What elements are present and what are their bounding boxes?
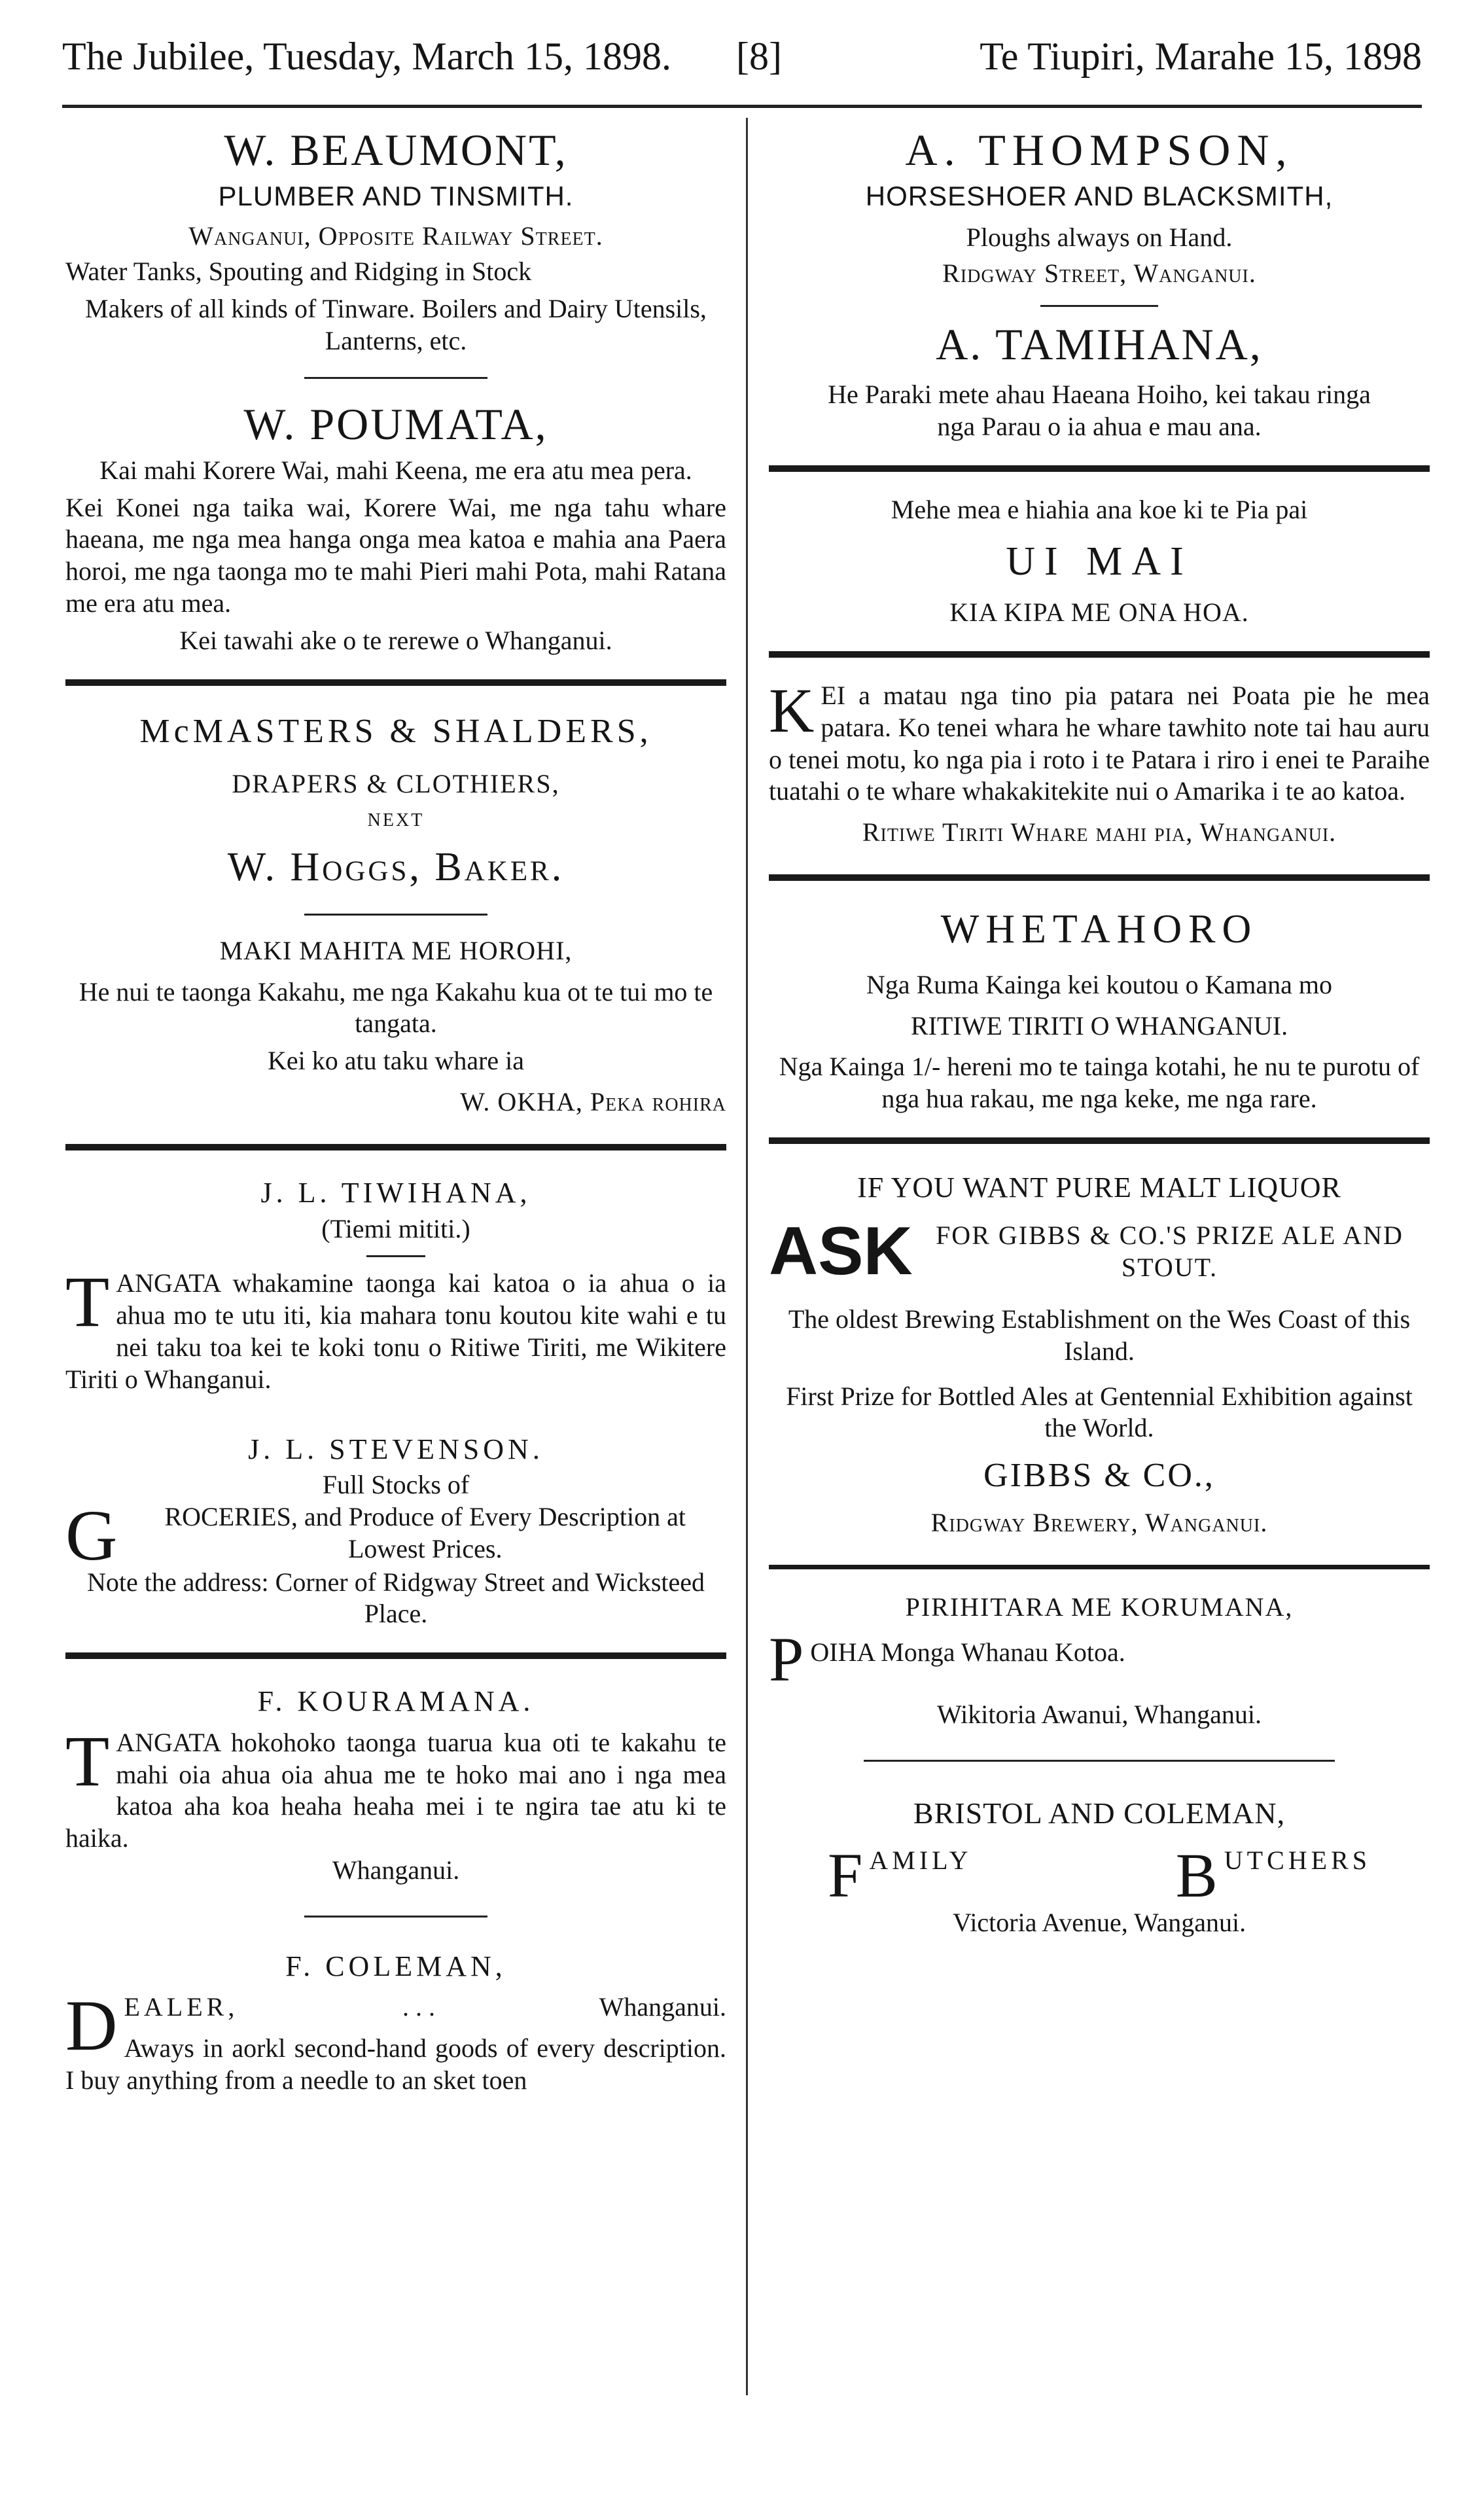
ad-family-butchers: [769, 1840, 1430, 1910]
ad-kouramana: [65, 1681, 726, 1887]
ad-line: Wikitoria Awanui, Whanganui.: [936, 1700, 1262, 1730]
page-number: [8]: [736, 35, 782, 78]
ad-title: PIRIHITARA ME KORUMANA,: [905, 1592, 1294, 1622]
ad-subtitle: MAKI MAHITA ME HOROHI,: [219, 935, 573, 965]
ad-bristol: [769, 1791, 1430, 1939]
short-rule: [304, 1916, 487, 1917]
drop-cap: F: [828, 1840, 863, 1910]
ad-dealer-line: [124, 1991, 726, 2024]
ad-line: Mehe mea e hiahia ana koe ki te Pia pai: [891, 494, 1308, 524]
drop-cap: T: [65, 1262, 110, 1342]
ask-word: ASK: [769, 1213, 913, 1289]
drop-cap: T: [65, 1721, 110, 1801]
drop-cap: G: [65, 1495, 118, 1576]
drop-cap: K: [769, 675, 815, 745]
ad-dots: . . .: [402, 1992, 435, 2022]
short-rule: [366, 1255, 425, 1257]
masthead-rule: [62, 105, 1422, 108]
right-column: [769, 124, 1430, 1939]
ad-address: Victoria Avenue, Wanganui.: [952, 1908, 1246, 1938]
ad-dealer: EALER,: [124, 1992, 239, 2022]
ad-title: W. BEAUMONT,: [224, 125, 568, 175]
masthead: [62, 34, 1422, 93]
ad-line: Ploughs always on Hand.: [966, 223, 1233, 253]
short-rule: [304, 914, 487, 916]
ad-body-text: ANGATA whakamine taonga kai katoa o ia ahua o ia ahua mo te utu iti, kia mahara tonu koutou kite wahi e tu nei taku toa kei te koki tonu o Ritiwe Tiriti, me Wikitere Tiriti o Whanganui.: [65, 1268, 726, 1394]
heavy-rule: [769, 1137, 1430, 1144]
ad-title: J. L. STEVENSON.: [248, 1433, 544, 1465]
ad-headline: IF YOU WANT PURE MALT LIQUOR: [857, 1171, 1341, 1204]
ad-hoggs: W. Hoggs, Baker.: [227, 845, 565, 890]
ad-title: F. KOURAMANA.: [257, 1685, 535, 1718]
heavy-rule: [769, 465, 1430, 472]
ad-body: [65, 1495, 726, 1576]
ad-title: F. COLEMAN,: [285, 1950, 506, 1982]
short-rule: [304, 377, 487, 379]
ad-title: A. TAMIHANA,: [936, 319, 1263, 369]
ad-signature: Ritiwe Tiriti Whare mahi pia, Whanganui.: [862, 817, 1337, 847]
ad-line: He nui te taonga Kakahu, me nga Kakahu kua ot te tui mo te tangata.: [79, 976, 713, 1039]
ad-tiwihana: [65, 1173, 726, 1396]
short-rule: [1040, 305, 1158, 307]
ad-title: WHETAHORO: [940, 907, 1258, 952]
ad-line: OIHA Monga Whanau Kotoa.: [810, 1637, 1125, 1667]
ad-word: UTCHERS: [1224, 1845, 1371, 1875]
ad-title: A. THOMPSON,: [905, 125, 1294, 175]
ad-next: NEXT: [367, 810, 425, 831]
masthead-maori-date: Te Tiupiri, Marahe 15, 1898: [980, 35, 1422, 78]
heavy-rule: [769, 651, 1430, 658]
ad-line: The oldest Brewing Establishment on the Wes Coast of this Island.: [788, 1304, 1411, 1366]
ad-subtitle: Full Stocks of: [322, 1470, 470, 1500]
ad-address: Ridgway Brewery, Wanganui.: [930, 1507, 1268, 1537]
ad-title: W. POUMATA,: [243, 399, 548, 449]
ad-note: Note the address: Corner of Ridgway Street and Wicksteed Place.: [86, 1567, 705, 1629]
heavy-rule: [65, 1144, 726, 1150]
ad-line: Nga Kainga 1/- hereni mo te tainga kotahi, he nu te purotu of nga hua rakau, me nga keke, me nga rare.: [779, 1052, 1420, 1114]
ad-trade: DRAPERS & CLOTHIERS,: [232, 769, 560, 799]
ad-coleman: [65, 1946, 726, 2097]
ad-family: [828, 1840, 972, 1910]
masthead-english-date: The Jubilee, Tuesday, March 15, 1898.: [62, 35, 671, 78]
ad-stevenson: [65, 1429, 726, 1630]
ad-body-text: Aways in aorkl second-hand goods of every description. I buy anything from a needle to an sket toen: [65, 2033, 726, 2095]
ad-thompson: [769, 124, 1430, 293]
ad-body-text: ANGATA hokohoko taonga tuarua kua oti te kakahu te mahi oia ahua oia ahua me te hoko mai ano i nga mea katoa aha koa heaha heaha mei i te ngira tae atu ki te haika.: [65, 1727, 726, 1853]
ad-poata: [769, 675, 1430, 852]
heavy-rule: [769, 1565, 1430, 1569]
ad-line: First Prize for Bottled Ales at Gentennial Exhibition against the World.: [786, 1381, 1413, 1443]
ad-beaumont: [65, 124, 726, 357]
ad-line: RITIWE TIRITI O WHANGANUI.: [910, 1010, 1288, 1041]
ad-pirihitara: [769, 1592, 1430, 1731]
ad-body-text: He Paraki mete ahau Haeana Hoiho, kei takau ringa nga Parau o ia ahua e mau ana.: [828, 380, 1371, 441]
ad-place: Whanganui.: [599, 1992, 726, 2022]
drop-cap: B: [1175, 1840, 1218, 1910]
left-column: [65, 124, 726, 2097]
ad-line: KIA KIPA ME ONA HOA.: [949, 598, 1249, 628]
ad-title: UI MAI: [1006, 539, 1193, 584]
ad-mcmasters: [65, 708, 726, 1122]
short-rule: [864, 1760, 1335, 1762]
ad-address: Ridgway Street, Wanganui.: [942, 258, 1256, 288]
ad-body: [65, 1721, 726, 1855]
ad-line: Kei Konei nga taika wai, Korere Wai, me nga tahu whare haeana, me nga mea hanga onga mea katoa e mahia ana Paera horoi, me nga taonga mo te mahi Pieri mahi Pota, mahi Ratana me era atu mea.: [65, 492, 726, 618]
ad-body: [769, 675, 1430, 808]
heavy-rule: [65, 679, 726, 686]
ad-line: Kai mahi Korere Wai, mahi Keena, me era atu mea pera.: [99, 455, 692, 485]
ask-text: FOR GIBBS & CO.'S PRIZE ALE AND STOUT.: [936, 1220, 1404, 1282]
ad-title: McMASTERS & SHALDERS,: [139, 712, 652, 750]
ad-place: Whanganui.: [332, 1855, 460, 1885]
ad-line: Water Tanks, Spouting and Ridging in Stock: [65, 257, 532, 287]
ad-butchers: [1175, 1840, 1371, 1910]
ad-line: Kei tawahi ake o te rerewe o Whanganui.: [179, 625, 612, 655]
ad-word: AMILY: [869, 1845, 972, 1875]
ad-title: BRISTOL AND COLEMAN,: [913, 1796, 1286, 1830]
ad-subtitle: (Tiemi mititi.): [321, 1213, 470, 1243]
ad-poumata: [65, 399, 726, 657]
ad-line: Kei ko atu taku whare ia: [267, 1046, 525, 1076]
ad-body: [65, 1262, 726, 1395]
ad-body: [769, 1624, 1430, 1694]
drop-cap: D: [65, 1986, 118, 2066]
ad-body-text: ROCERIES, and Produce of Every Description at Lowest Prices.: [164, 1502, 686, 1563]
ad-tamihana: [769, 319, 1430, 443]
ad-body-text: EI a matau nga tino pia patara nei Poata pie he mea patara. Ko tenei whara he whare tawhito note tai hau auru o tenei motu, ko nga pia i roto i te Patara i riro i enei te Paraihe tuatahi o te whare whakakitekite nui o Amarika i te ao katoa.: [769, 680, 1430, 806]
drop-cap: P: [769, 1624, 804, 1694]
ad-signature: W. OKHA, Peka rohira: [460, 1087, 726, 1117]
heavy-rule: [65, 1652, 726, 1659]
ad-ui-mai: [769, 494, 1430, 629]
column-divider: [746, 118, 748, 2395]
ad-title: GIBBS & CO.,: [983, 1457, 1215, 1495]
ad-gibbs: [769, 1166, 1430, 1543]
ad-line: Makers of all kinds of Tinware. Boilers and Dairy Utensils, Lanterns, etc.: [85, 293, 707, 355]
ad-address: Wanganui, Opposite Railway Street.: [188, 221, 603, 251]
ad-line: Nga Ruma Kainga kei koutou o Kamana mo: [866, 969, 1333, 999]
ad-whetahoro: [769, 903, 1430, 1115]
ad-title: J. L. TIWIHANA,: [260, 1177, 531, 1209]
ad-trade: HORSESHOER AND BLACKSMITH,: [865, 181, 1334, 212]
ad-body: [65, 1986, 726, 2096]
heavy-rule: [769, 874, 1430, 881]
ask-block: [769, 1213, 1430, 1294]
ad-trade: PLUMBER AND TINSMITH.: [218, 181, 574, 212]
